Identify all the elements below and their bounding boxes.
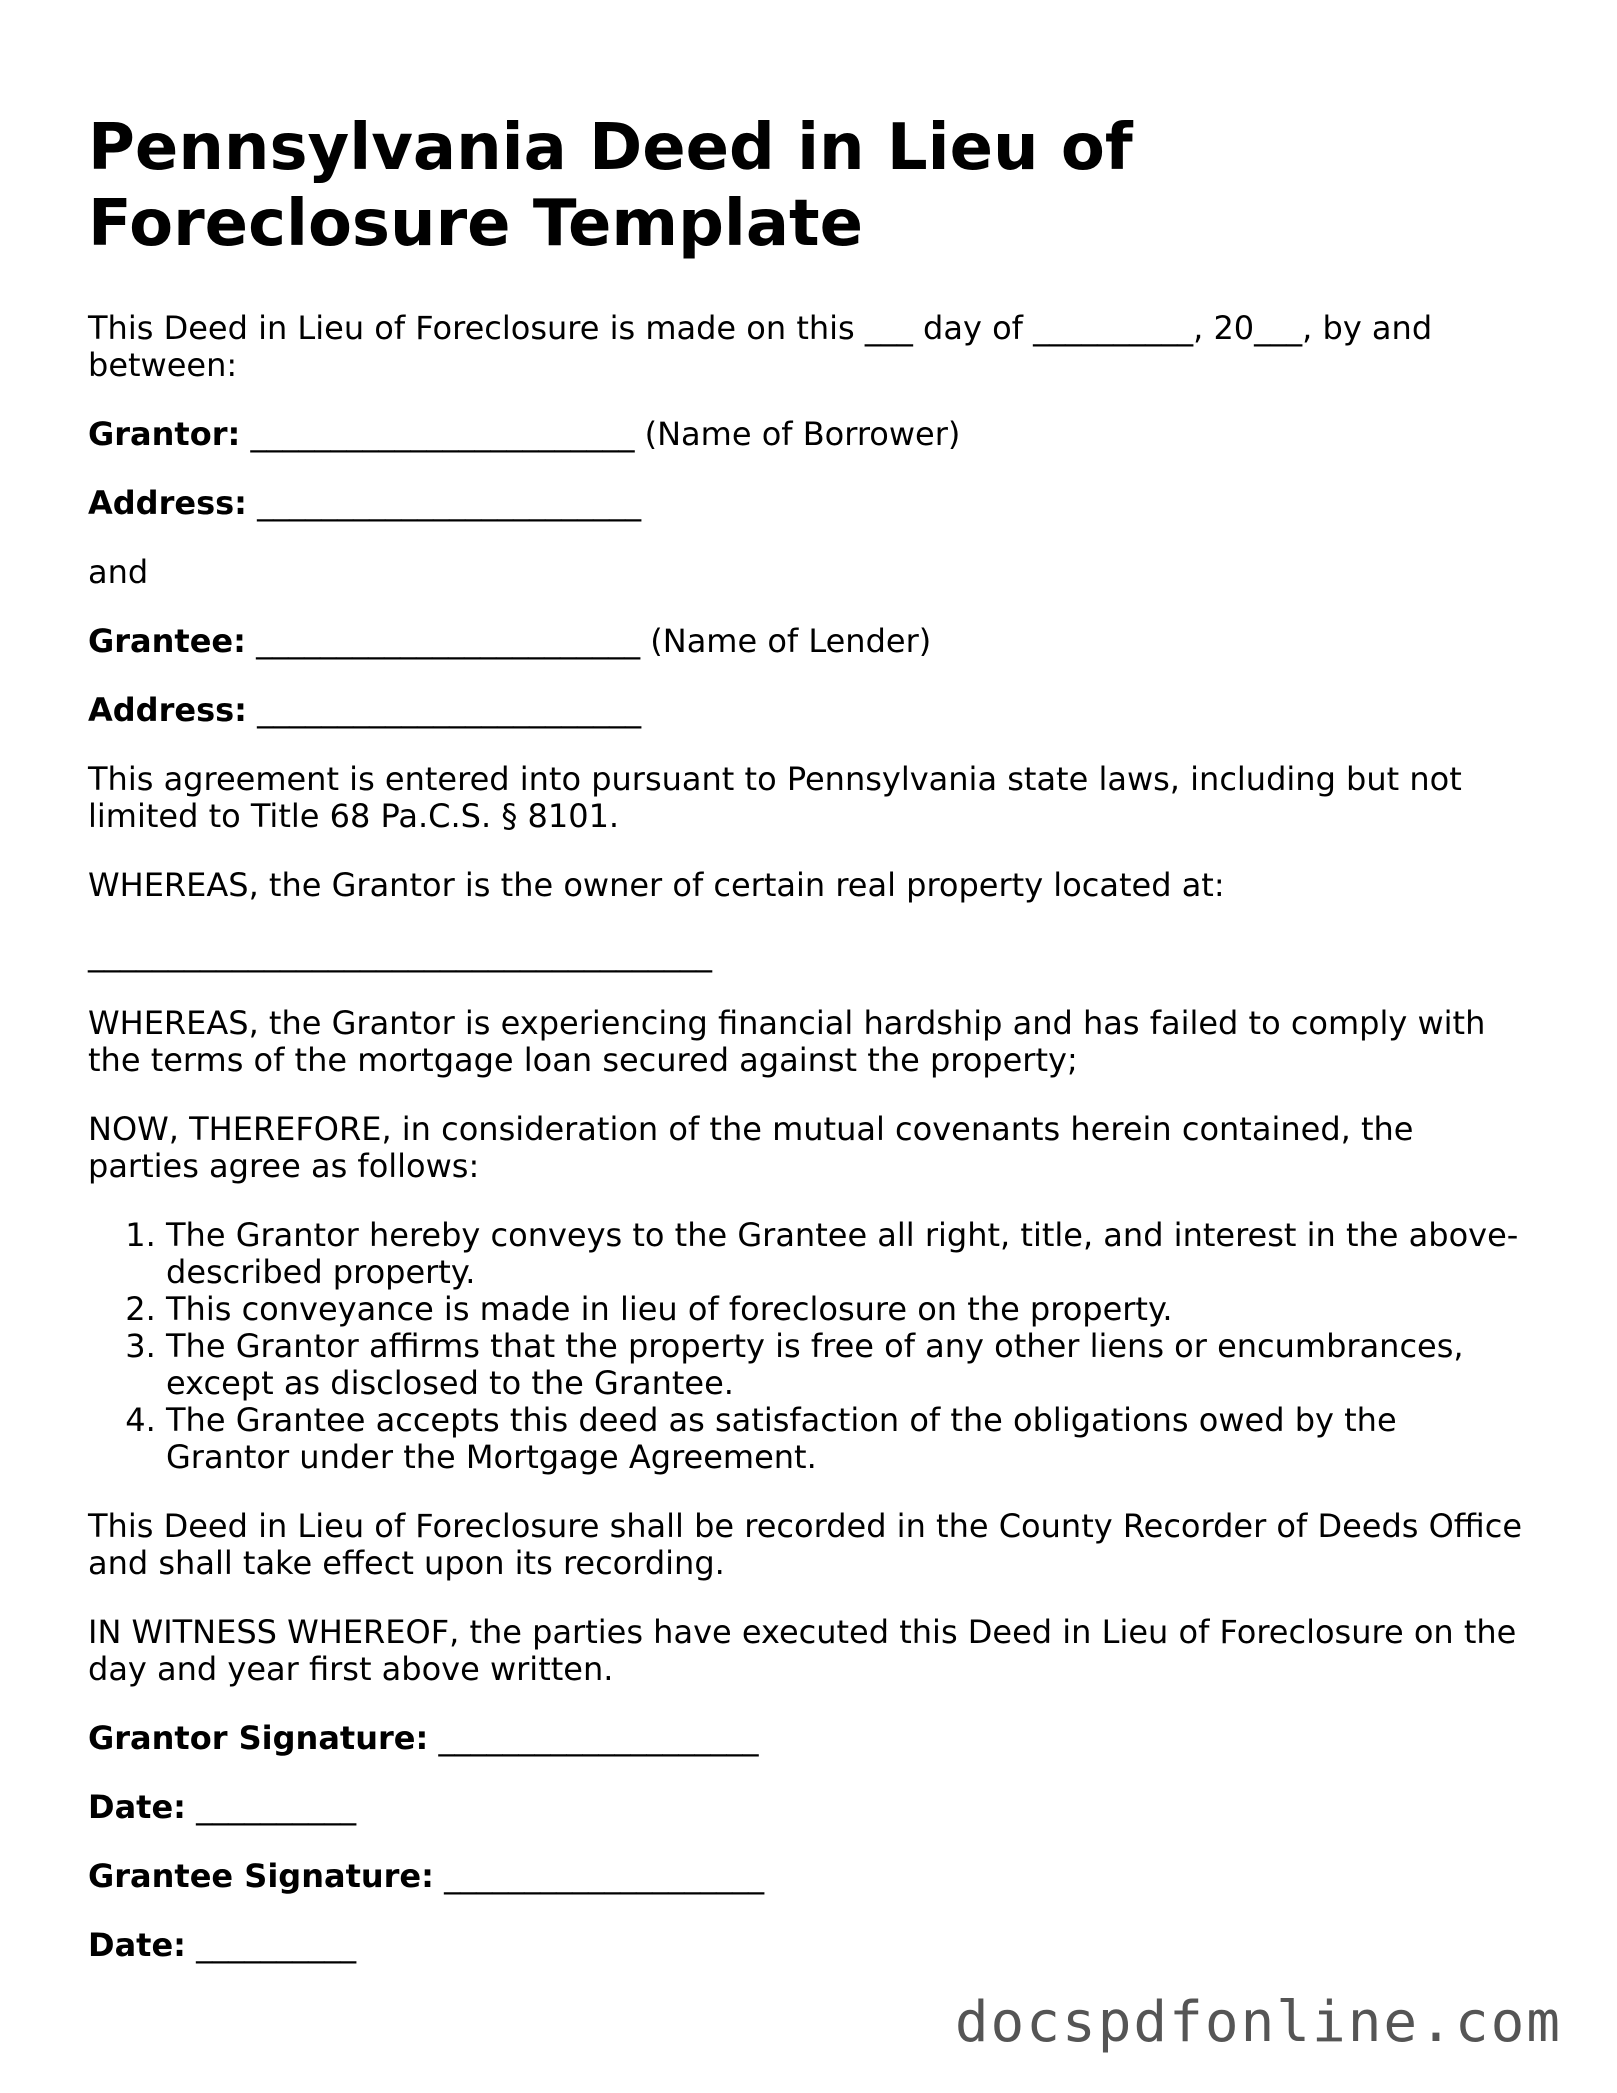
grantor-signature-field — [88, 1720, 1528, 1757]
document-page — [88, 110, 1528, 1996]
grantor-field — [88, 416, 1528, 453]
whereas-hardship-paragraph: WHEREAS, the Grantor is experiencing financial hardship and has failed to comply with the terms of the mortgage loan secured against the property; — [88, 1004, 1486, 1079]
grantee-date-label: Date: — [88, 1926, 186, 1964]
now-therefore-paragraph: NOW, THEREFORE, in consideration of the mutual covenants herein contained, the parties agree as follows: — [88, 1110, 1414, 1185]
grantor-blank: ________________________ — [250, 415, 635, 453]
list-item: 4. The Grantee accepts this deed as satisfaction of the obligations owed by the Grantor under the Mortgage Agreement. — [166, 1402, 1528, 1476]
grantee-label: Grantee: — [88, 622, 246, 660]
witness-paragraph: IN WITNESS WHEREOF, the parties have executed this Deed in Lieu of Foreclosure on the day and year first above written. — [88, 1613, 1517, 1688]
grantee-field — [88, 623, 1528, 660]
grantor-date-field — [88, 1789, 1528, 1826]
whereas-owner-paragraph: WHEREAS, the Grantor is the owner of certain real property located at: — [88, 866, 1225, 904]
intro-paragraph: This Deed in Lieu of Foreclosure is made on this ___ day of __________, 20___, by and between: — [88, 309, 1433, 384]
grantee-blank: ________________________ — [256, 622, 641, 660]
grantee-address-label: Address: — [88, 691, 247, 729]
property-address-blank: _______________________________________ — [88, 935, 712, 973]
grantee-signature-field — [88, 1858, 1528, 1895]
grantor-label: Grantor: — [88, 415, 241, 453]
grantor-address-blank: ________________________ — [257, 484, 642, 522]
terms-list — [88, 1217, 1528, 1476]
agreement-paragraph: This agreement is entered into pursuant to Pennsylvania state laws, including but not limited to Title 68 Pa.C.S. § 8101. — [88, 760, 1462, 835]
grantee-note: (Name of Lender) — [650, 622, 932, 660]
list-item: 3. The Grantor affirms that the property is free of any other liens or encumbrances, except as disclosed to the Grantee. — [166, 1328, 1528, 1402]
grantee-date-field — [88, 1927, 1528, 1964]
grantor-date-blank: __________ — [196, 1788, 357, 1826]
list-item: 1. The Grantor hereby conveys to the Grantee all right, title, and interest in the above-described property. — [166, 1217, 1528, 1291]
grantor-signature-blank: ____________________ — [438, 1719, 759, 1757]
document-title: Pennsylvania Deed in Lieu of Foreclosure Template — [88, 111, 1133, 261]
grantor-date-label: Date: — [88, 1788, 186, 1826]
and-text: and — [88, 553, 149, 591]
grantor-signature-label: Grantor Signature: — [88, 1719, 429, 1757]
recording-paragraph: This Deed in Lieu of Foreclosure shall be recorded in the County Recorder of Deeds Office and shall take effect upon its recording. — [88, 1507, 1523, 1582]
grantor-address-label: Address: — [88, 484, 247, 522]
grantee-address-blank: ________________________ — [257, 691, 642, 729]
grantor-address-field — [88, 485, 1528, 522]
grantee-date-blank: __________ — [196, 1926, 357, 1964]
list-item: 2. This conveyance is made in lieu of foreclosure on the property. — [166, 1291, 1528, 1328]
grantor-note: (Name of Borrower) — [644, 415, 961, 453]
grantee-address-field — [88, 692, 1528, 729]
grantee-signature-blank: ____________________ — [444, 1857, 765, 1895]
watermark-text: docspdfonline.com — [954, 1990, 1562, 2055]
grantee-signature-label: Grantee Signature: — [88, 1857, 434, 1895]
